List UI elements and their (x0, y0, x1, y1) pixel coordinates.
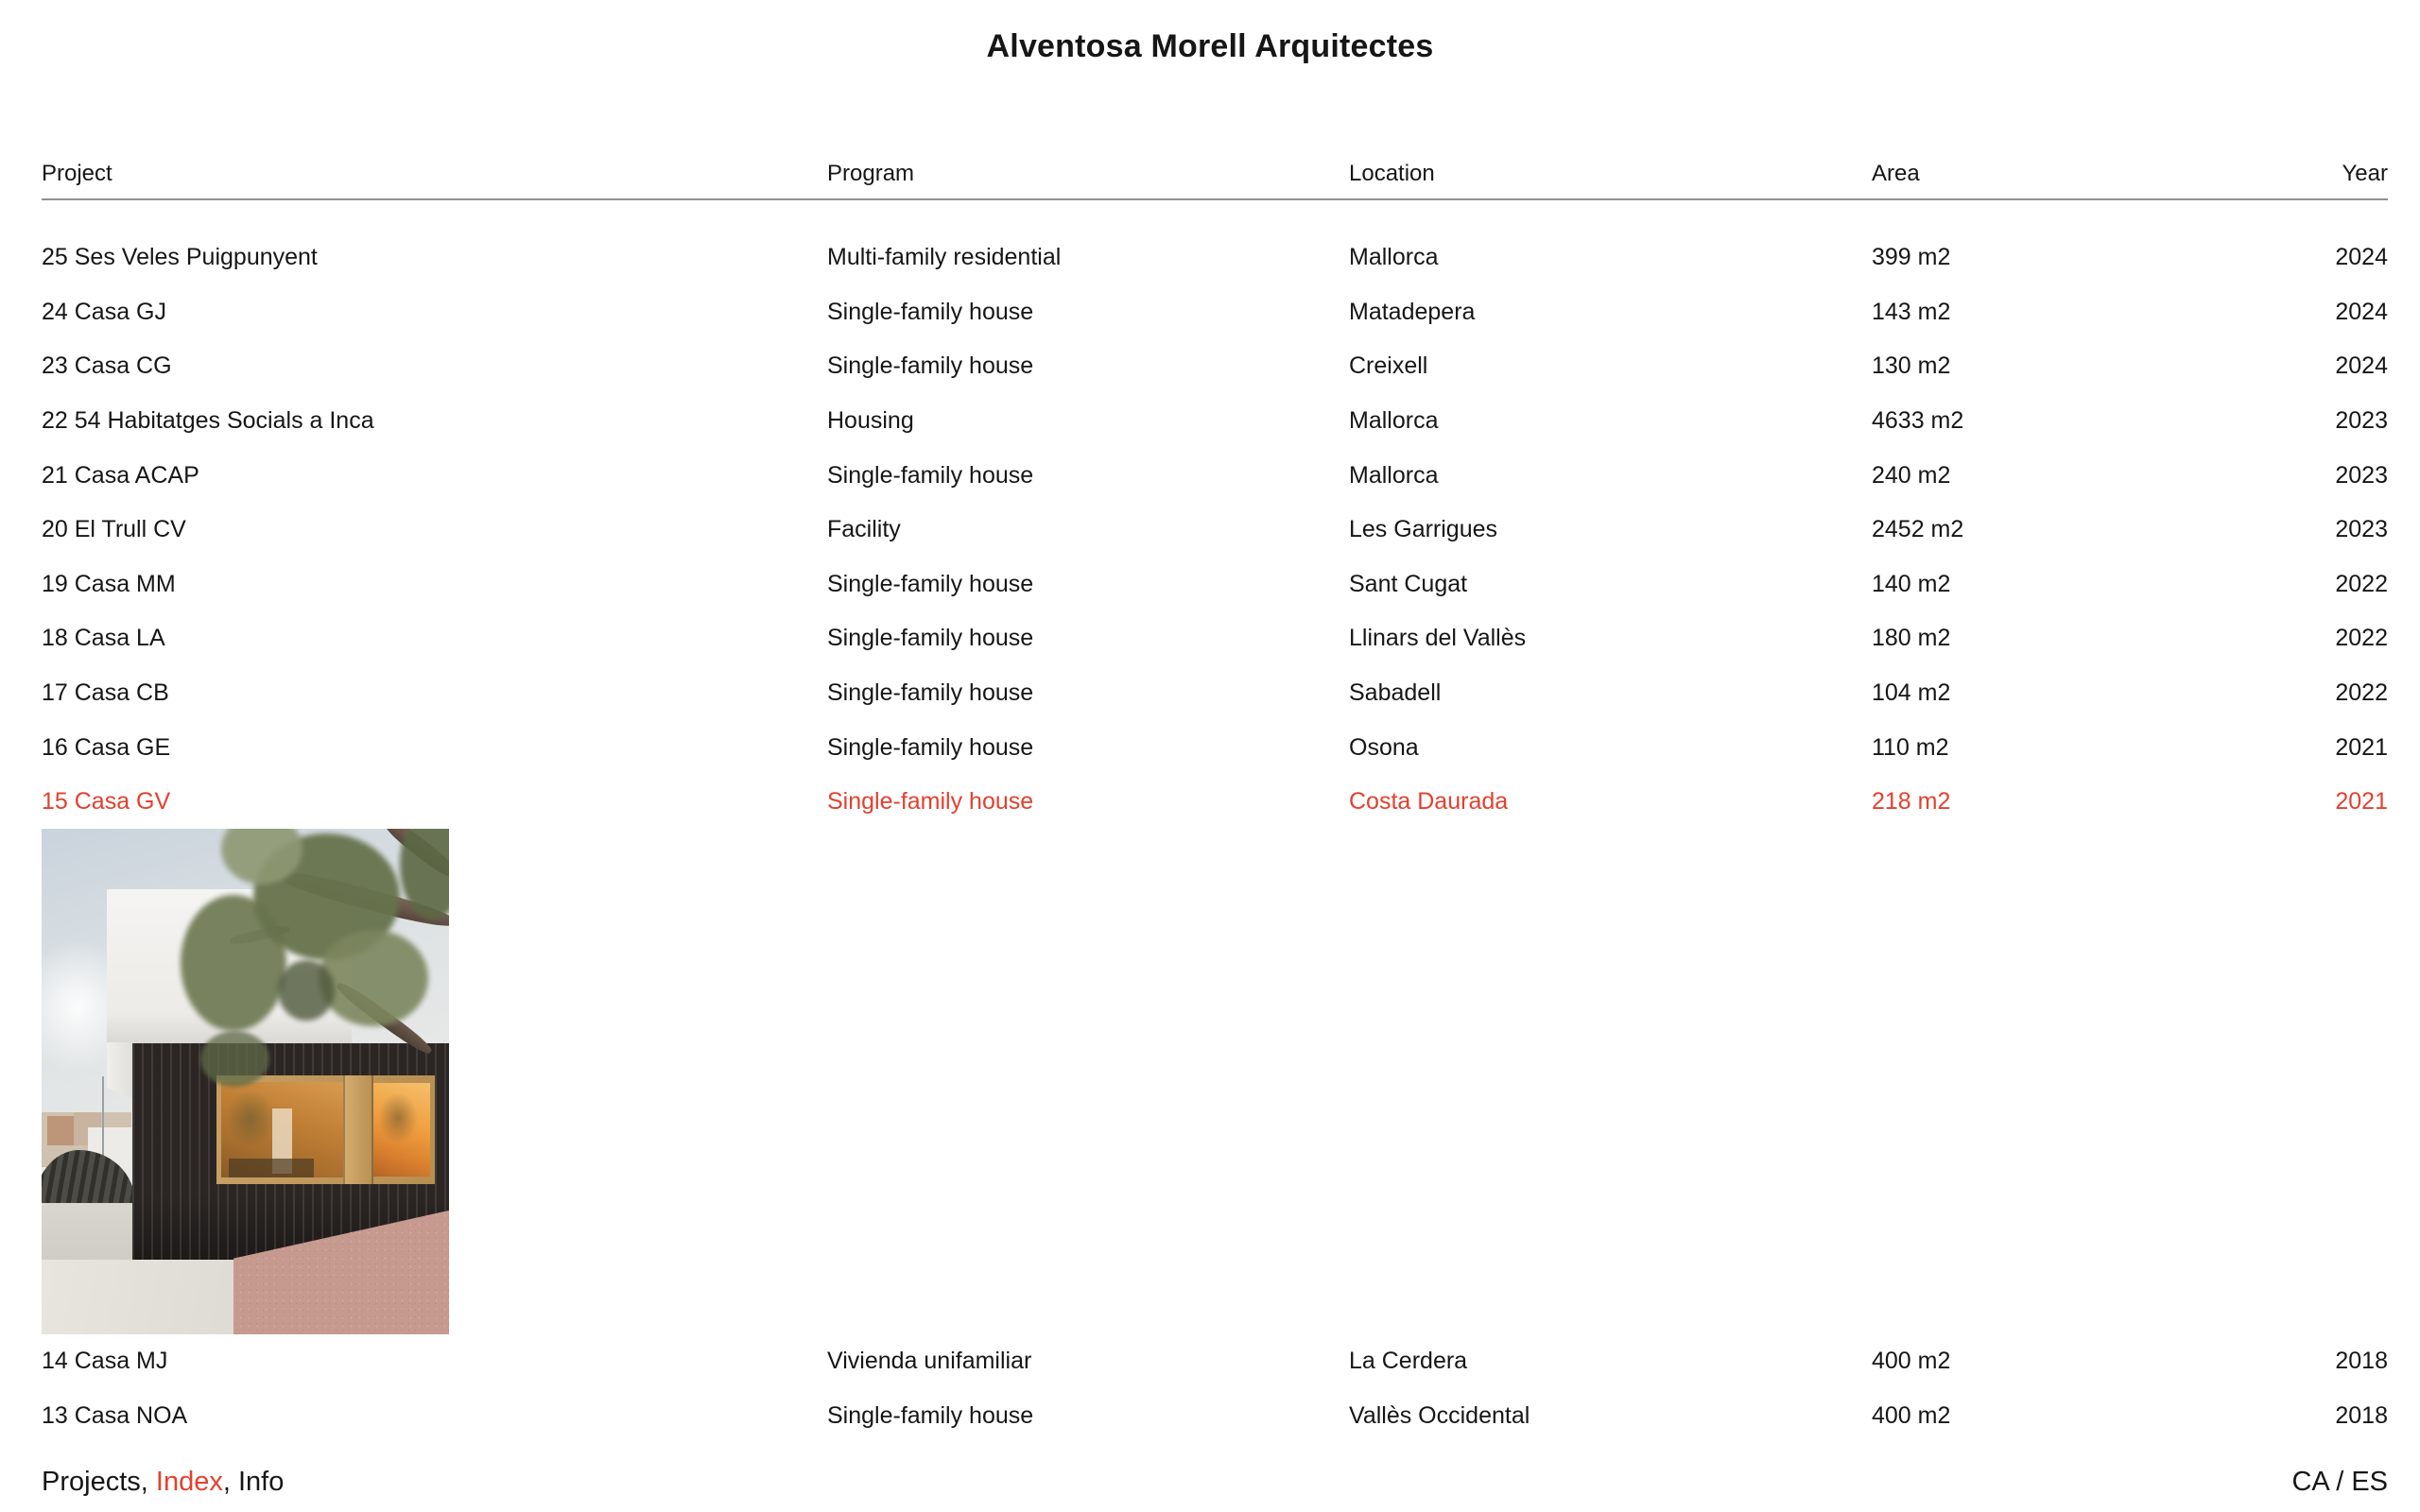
cell-year: 2023 (2335, 516, 2388, 543)
table-row[interactable] (42, 448, 2388, 503)
town-building (47, 1116, 78, 1145)
cell-location: Mallorca (1349, 407, 1439, 435)
column-header-project: Project (42, 161, 112, 186)
cell-year: 2021 (2335, 788, 2388, 816)
cell-location: Matadepera (1349, 298, 1476, 325)
interior-furniture (229, 1159, 314, 1177)
cell-area: 400 m2 (1872, 1348, 1951, 1375)
table-row[interactable] (42, 285, 2388, 340)
cell-area: 218 m2 (1872, 788, 1951, 816)
cell-program: Single-family house (827, 461, 1034, 489)
cell-area: 2452 m2 (1872, 516, 1964, 543)
cell-program: Single-family house (827, 733, 1034, 761)
column-header-location: Location (1349, 161, 1435, 186)
language-switcher (2291, 1467, 2388, 1498)
cell-year: 2024 (2335, 352, 2388, 380)
cell-area: 4633 m2 (1872, 407, 1964, 435)
cell-program: Single-family house (827, 788, 1034, 816)
side-path (42, 1203, 132, 1263)
cell-program: Facility (827, 516, 901, 543)
olive-tree-foliage (319, 930, 428, 1026)
cell-project: 13 Casa NOA (42, 1401, 188, 1429)
table-row[interactable] (42, 720, 2388, 775)
nav-index[interactable]: Index (155, 1467, 223, 1497)
window-glass-right (373, 1083, 430, 1177)
table-row[interactable] (42, 339, 2388, 394)
street-pole (102, 1076, 105, 1158)
cell-program: Vivienda unifamiliar (827, 1348, 1032, 1375)
project-table-rows-top (42, 231, 2388, 830)
table-row[interactable] (42, 666, 2388, 721)
table-row[interactable] (42, 611, 2388, 666)
lang-es[interactable]: ES (2351, 1467, 2388, 1497)
cell-project: 20 El Trull CV (42, 516, 186, 543)
cell-year: 2023 (2335, 461, 2388, 489)
column-header-program: Program (827, 161, 915, 186)
footer-nav (42, 1467, 284, 1498)
nav-projects[interactable]: Projects (42, 1467, 141, 1497)
cell-project: 19 Casa MM (42, 570, 176, 597)
project-preview-image[interactable] (42, 829, 449, 1334)
table-row[interactable] (42, 231, 2388, 285)
nav-separator: , (222, 1467, 238, 1497)
cell-area: 110 m2 (1872, 733, 1949, 761)
cell-area: 104 m2 (1872, 679, 1951, 707)
cell-area: 140 m2 (1872, 570, 1951, 597)
nav-separator: , (140, 1467, 156, 1497)
table-row[interactable] (42, 394, 2388, 449)
cell-area: 130 m2 (1872, 352, 1951, 380)
cell-project: 14 Casa MJ (42, 1348, 168, 1375)
column-header-year: Year (2342, 161, 2388, 186)
nav-info[interactable]: Info (237, 1467, 285, 1497)
cell-project: 17 Casa CB (42, 679, 169, 707)
cell-year: 2021 (2335, 733, 2388, 761)
white-building-lower-wall (107, 1042, 133, 1098)
cell-year: 2024 (2335, 244, 2388, 271)
cell-project: 23 Casa CG (42, 352, 172, 380)
cell-program: Single-family house (827, 570, 1034, 597)
window-mullion (343, 1075, 373, 1184)
cell-location: Mallorca (1349, 244, 1439, 271)
footer (42, 1467, 2388, 1498)
cell-location: Vallès Occidental (1349, 1401, 1530, 1429)
cell-project: 18 Casa LA (42, 625, 165, 652)
olive-tree-foliage (200, 1031, 269, 1087)
project-table-rows-bottom (42, 1334, 2388, 1443)
cell-location: La Cerdera (1349, 1348, 1468, 1375)
cell-area: 400 m2 (1872, 1401, 1951, 1429)
cell-year: 2022 (2335, 679, 2388, 707)
window-reflection (378, 1092, 418, 1143)
cell-area: 240 m2 (1872, 461, 1951, 489)
cell-location: Mallorca (1349, 461, 1439, 489)
column-header-area: Area (1872, 161, 1920, 186)
window-reflection (226, 1090, 275, 1147)
table-row[interactable] (42, 1334, 2388, 1389)
cell-area: 180 m2 (1872, 625, 1951, 652)
cell-program: Housing (827, 407, 914, 435)
cell-project: 16 Casa GE (42, 733, 171, 761)
cell-project: 25 Ses Veles Puigpunyent (42, 244, 318, 271)
cell-project: 21 Casa ACAP (42, 461, 199, 489)
cell-program: Single-family house (827, 298, 1034, 325)
cell-project: 24 Casa GJ (42, 298, 167, 325)
cell-year: 2018 (2335, 1401, 2388, 1429)
table-row[interactable] (42, 558, 2388, 612)
table-row[interactable] (42, 775, 2388, 830)
cell-project: 22 54 Habitatges Socials a Inca (42, 407, 374, 435)
window-glass-left (221, 1082, 343, 1177)
cell-project: 15 Casa GV (42, 788, 171, 816)
cell-year: 2022 (2335, 625, 2388, 652)
cell-location: Costa Daurada (1349, 788, 1509, 816)
cell-area: 399 m2 (1872, 244, 1951, 271)
table-header (42, 161, 2388, 200)
cell-program: Single-family house (827, 1401, 1034, 1429)
cell-location: Sant Cugat (1349, 570, 1468, 597)
cell-location: Sabadell (1349, 679, 1442, 707)
cell-program: Single-family house (827, 625, 1034, 652)
cell-program: Single-family house (827, 352, 1034, 380)
cell-program: Multi-family residential (827, 244, 1062, 271)
cell-location: Les Garrigues (1349, 516, 1498, 543)
cell-year: 2022 (2335, 570, 2388, 597)
cell-area: 143 m2 (1872, 298, 1951, 325)
cell-location: Osona (1349, 733, 1419, 761)
cell-program: Single-family house (827, 679, 1034, 707)
cell-year: 2024 (2335, 298, 2388, 325)
table-row[interactable] (42, 503, 2388, 558)
cell-location: Creixell (1349, 352, 1428, 380)
page-title: Alventosa Morell Arquitectes (986, 28, 1434, 64)
cell-year: 2023 (2335, 407, 2388, 435)
table-row[interactable] (42, 1389, 2388, 1444)
cell-year: 2018 (2335, 1348, 2388, 1375)
window-band (216, 1075, 435, 1184)
lang-ca[interactable]: CA (2291, 1467, 2329, 1497)
lang-separator: / (2328, 1467, 2352, 1497)
cell-location: Llinars del Vallès (1349, 625, 1527, 652)
